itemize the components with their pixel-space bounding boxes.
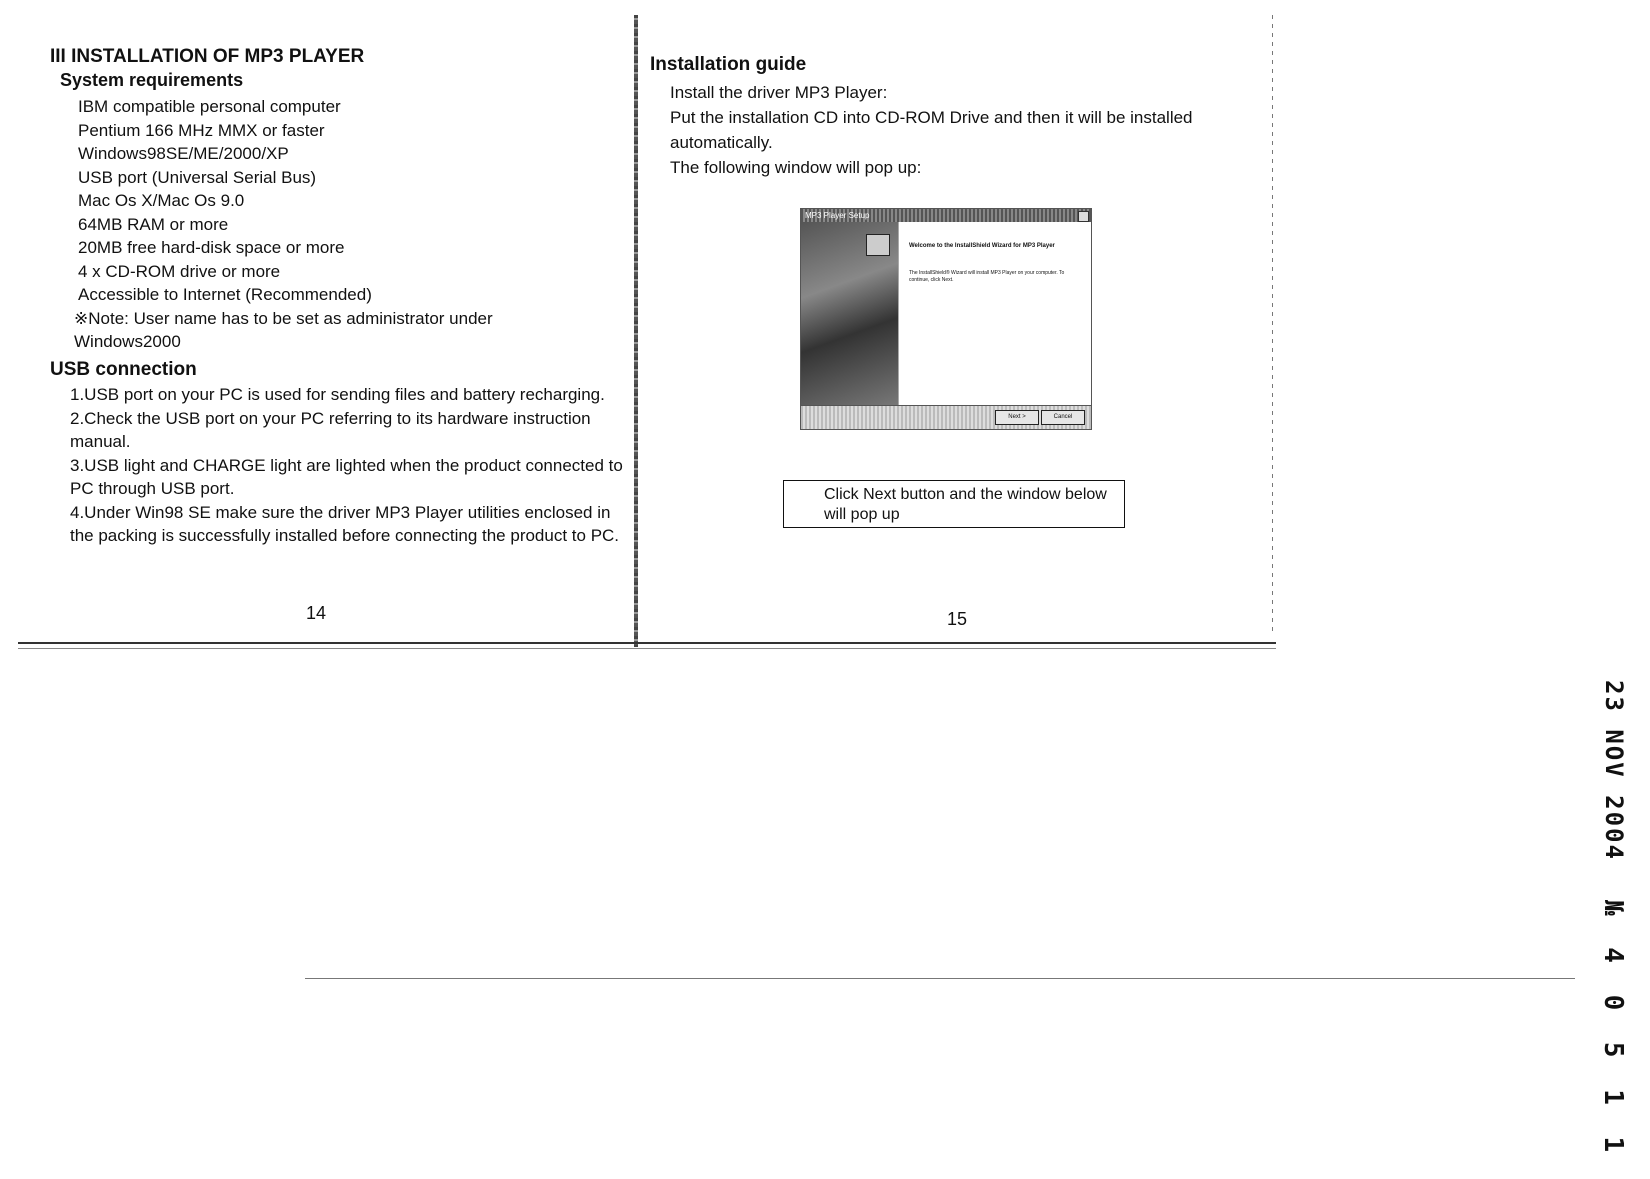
callout-box: Click Next button and the window below will pop up	[783, 480, 1125, 528]
guide-line: The following window will pop up:	[670, 158, 922, 177]
cancel-button: Cancel	[1041, 410, 1085, 425]
requirement-item: Windows98SE/ME/2000/XP	[78, 144, 289, 163]
requirement-item: Accessible to Internet (Recommended)	[78, 285, 372, 304]
page-divider	[634, 15, 638, 647]
page-number-right: 15	[947, 609, 968, 629]
close-icon	[1078, 211, 1089, 222]
guide-line: Install the driver MP3 Player:	[670, 83, 888, 102]
bottom-rule-thin	[18, 648, 1276, 649]
installer-window-image	[800, 208, 1092, 430]
installer-welcome-text: Welcome to the InstallShield Wizard for MP3 Player	[909, 243, 1055, 249]
usb-step: 2.Check the USB port on your PC referring to its hardware instruction manual.	[70, 408, 591, 451]
requirement-item: 64MB RAM or more	[78, 214, 229, 234]
requirement-item: Mac Os X/Mac Os 9.0	[78, 191, 245, 210]
installer-title-bar: MP3 Player Setup	[801, 209, 1091, 222]
requirement-item: Pentium 166 MHz MMX or faster	[78, 120, 325, 140]
installer-side-graphic	[801, 222, 898, 405]
left-page	[50, 40, 630, 630]
installation-guide-title: Installation guide	[650, 54, 807, 75]
usb-step: 4.Under Win98 SE make sure the driver MP3 Player utilities enclosed in the packing is successfully installed before connecting the product to PC.	[70, 502, 620, 545]
received-stamp	[1598, 680, 1646, 1161]
usb-step: 1.USB port on your PC is used for sending files and battery recharging.	[70, 384, 605, 404]
requirement-item: 20MB free hard-disk space or more	[78, 238, 345, 257]
usb-connection-title: USB connection	[50, 358, 197, 380]
requirements-title: System requirements	[60, 70, 244, 90]
requirement-item: 4 x CD-ROM drive or more	[78, 261, 281, 281]
stamp-number: № 4 0 5 1 1	[1598, 900, 1628, 1161]
installer-icon	[866, 234, 890, 256]
page-number-left: 14	[306, 603, 327, 623]
section-title: III INSTALLATION OF MP3 PLAYER	[50, 46, 365, 67]
usb-step: 3.USB light and CHARGE light are lighted when the product connected to PC through USB port.	[70, 455, 623, 498]
page-edge-right	[1272, 15, 1273, 635]
installer-button-bar	[801, 405, 1091, 429]
stamp-date: 23 NOV 2004	[1600, 680, 1628, 861]
requirement-item: IBM compatible personal computer	[78, 97, 341, 116]
bottom-rule	[18, 642, 1276, 644]
next-button: Next >	[995, 410, 1039, 425]
guide-line: Put the installation CD into CD-ROM Drive and then it will be installed automatically.	[670, 108, 1193, 152]
usb-steps-list	[50, 383, 630, 547]
requirement-item: USB port (Universal Serial Bus)	[78, 167, 317, 187]
installer-content	[898, 222, 1091, 405]
installer-body-text: The InstallShield® Wizard will install MP3 Player on your computer. To continue, click Next.	[909, 270, 1065, 283]
requirements-list	[50, 95, 630, 307]
admin-note: ※Note: User name has to be set as administrator under Windows2000	[74, 308, 493, 351]
lower-rule	[305, 978, 1575, 979]
